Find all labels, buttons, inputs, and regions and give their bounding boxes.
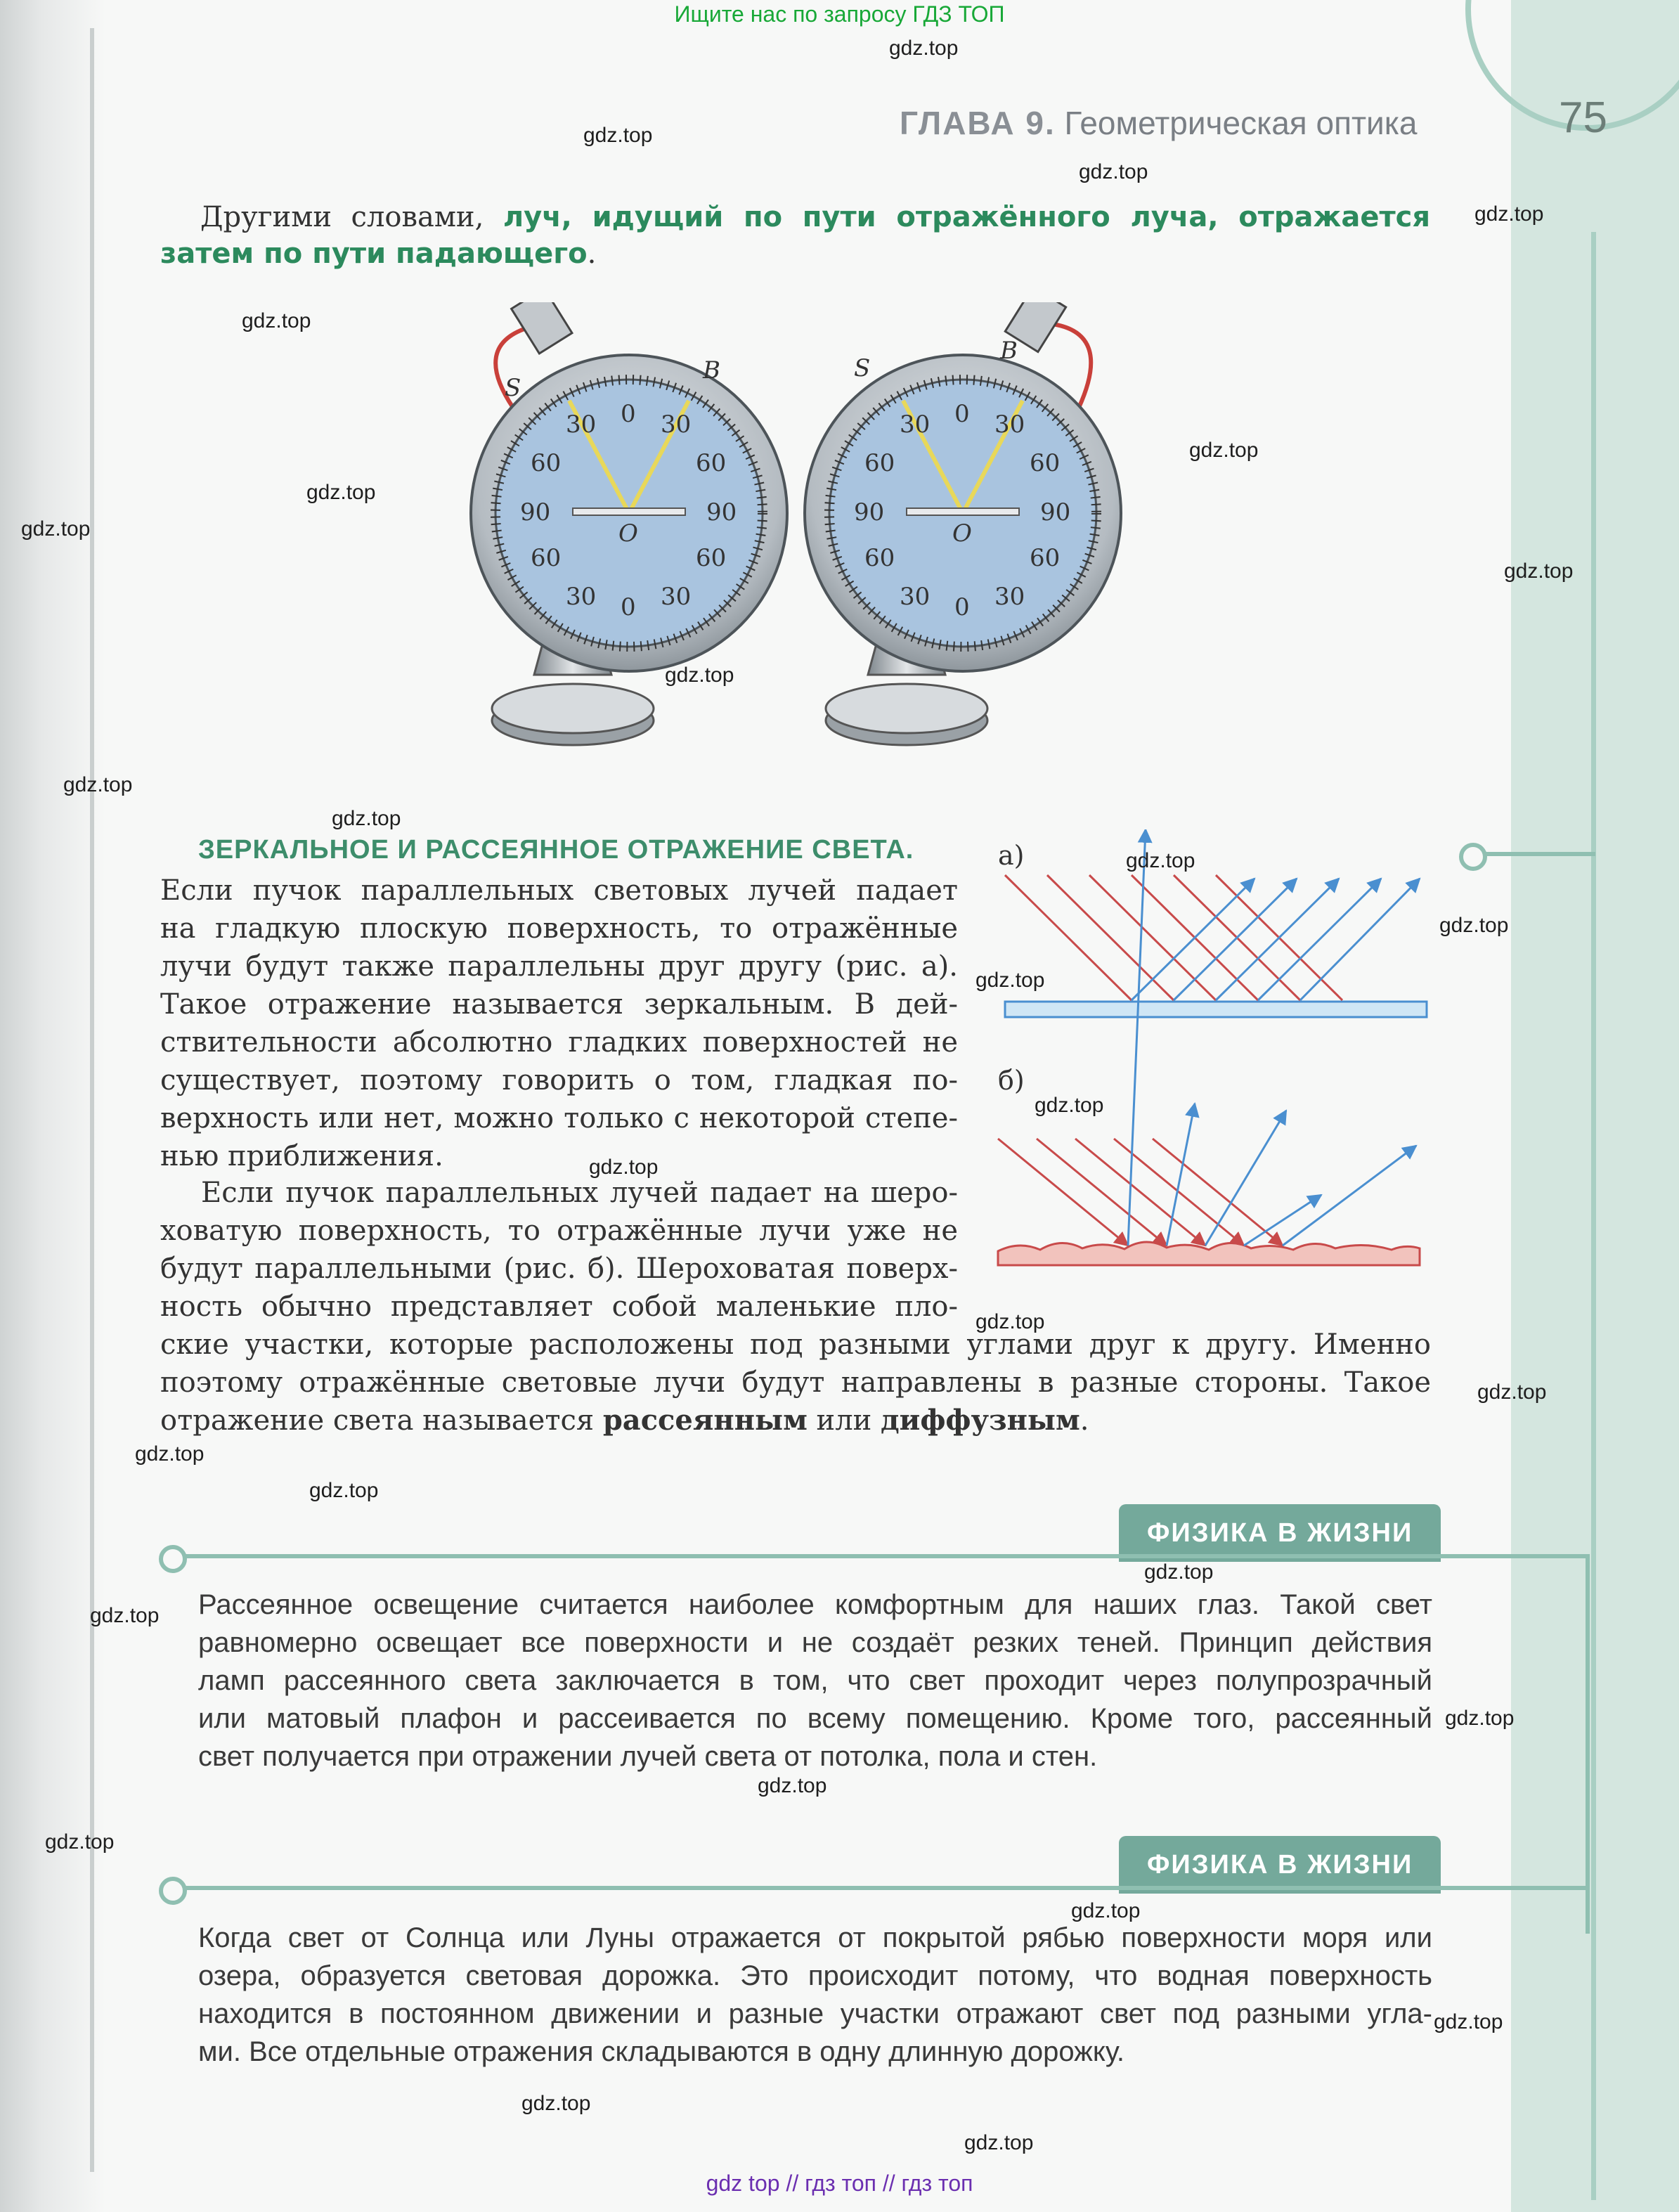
figure-b-diffuse <box>998 829 1420 1265</box>
box1-right-line <box>1586 1554 1590 1934</box>
reflection-figures <box>984 829 1448 1293</box>
intro-end: . <box>587 238 597 270</box>
right-scale-30c: 30 <box>900 583 931 611</box>
watermark: gdz.top <box>135 1442 205 1466</box>
top-banner[interactable]: Ищите нас по запросу ГДЗ ТОП <box>674 1 1005 27</box>
watermark: gdz.top <box>1126 849 1195 872</box>
para1-line: на гладкую плоскую поверхность, то отражённые <box>160 912 958 945</box>
watermark: gdz.top <box>1035 1094 1104 1117</box>
right-scale-bottom-0: 0 <box>954 593 970 621</box>
incident-ray <box>1089 875 1216 1000</box>
right-scale-60c: 60 <box>864 544 895 572</box>
page-number: 75 <box>1559 93 1607 142</box>
term-diffuse: диффузным <box>880 1404 1080 1437</box>
paragraph-diffuse-reflection <box>160 1174 958 1326</box>
watermark: gdz.top <box>90 1604 160 1627</box>
watermark: gdz.top <box>1071 1899 1141 1922</box>
watermark: gdz.top <box>665 664 734 687</box>
left-optical-disk <box>471 302 787 745</box>
intro-highlight-1: луч, идущий по пути отражённого луча, отражается <box>503 201 1431 233</box>
right-scale-60a: 60 <box>864 449 895 477</box>
para2-line: Если пучок параллельных лучей падает на шеро- <box>201 1177 958 1209</box>
watermark: gdz.top <box>1504 560 1574 583</box>
watermark: gdz.top <box>309 1479 379 1502</box>
section-heading: ЗЕРКАЛЬНОЕ И РАССЕЯННОЕ ОТРАЖЕНИЕ СВЕТА. <box>198 835 914 865</box>
left-scale-30a: 30 <box>566 410 597 439</box>
left-mirror <box>573 508 685 515</box>
physics-in-life-tab-1: ФИЗИКА В ЖИЗНИ <box>1119 1504 1441 1562</box>
box2-line: озера, образуется световая дорожка. Это происходит потому, что водная поверхность <box>198 1960 1432 1991</box>
watermark: gdz.top <box>1445 1707 1515 1730</box>
left-scale-bottom-0: 0 <box>621 593 636 621</box>
figure-a-mirror <box>1005 875 1427 1017</box>
watermark: gdz.top <box>1477 1380 1547 1404</box>
left-scale-60b: 60 <box>696 449 727 477</box>
incident-ray <box>998 1139 1128 1246</box>
right-scale-30b: 30 <box>994 410 1025 439</box>
right-scale-30a: 30 <box>900 410 931 439</box>
watermark: gdz.top <box>758 1774 827 1797</box>
right-optical-disk <box>805 302 1121 745</box>
watermark: gdz.top <box>63 773 133 796</box>
left-scale-60c: 60 <box>531 544 562 572</box>
fig-b-label: б) <box>998 1065 1025 1096</box>
box1-line: ламп рассеянного света заключается в том, что свет проходит через полупрозрачный <box>198 1665 1432 1696</box>
watermark: gdz.top <box>1189 439 1259 462</box>
para1-line: нью приближения. <box>160 1140 443 1172</box>
box2-line: ми. Все отдельные отражения складываются в одну длинную дорожку. <box>198 2036 1124 2067</box>
watermark: gdz.top <box>964 2131 1034 2154</box>
paragraph-diffuse-wide <box>160 1326 1431 1440</box>
watermark: gdz.top <box>306 481 376 504</box>
watermark: gdz.top <box>589 1156 659 1179</box>
right-label-s: S <box>854 354 871 382</box>
right-scale-top-0: 0 <box>954 400 970 428</box>
left-base-top <box>492 684 654 733</box>
right-label-o: O <box>952 519 972 548</box>
para1-line: Такое отражение называется зеркальным. В дей- <box>160 988 958 1021</box>
box1-line: Рассеянное освещение считается наиболее комфортным для наших глаз. Такой свет <box>198 1589 1432 1620</box>
chapter-title: Геометрическая оптика <box>1064 105 1418 141</box>
para2-line: будут параллельными (рис. б). Шероховатая поверх- <box>160 1253 958 1285</box>
fig-a-label: а) <box>998 840 1025 871</box>
para2-wide-line: ские участки, которые расположены под разными углами друг к другу. Именно <box>160 1328 1431 1361</box>
box1-line: равномерно освещает все поверхности и не создаёт резких теней. Принцип действия <box>198 1627 1432 1658</box>
right-scale-30d: 30 <box>994 583 1025 611</box>
left-scale-30c: 30 <box>566 583 597 611</box>
section-ring <box>1459 843 1487 871</box>
box2-ring <box>159 1877 187 1905</box>
intro-line-2 <box>160 235 596 273</box>
para1-line: ствительности абсолютно гладких поверхностей не <box>160 1026 958 1059</box>
right-scale-60b: 60 <box>1030 449 1061 477</box>
box2-text <box>198 1919 1432 2071</box>
box2-line: находится в постоянном движении и разные участки отражают свет под разными угла- <box>198 1998 1432 2029</box>
incident-ray <box>1047 875 1174 1000</box>
left-scale-30b: 30 <box>661 410 692 439</box>
chapter-label: ГЛАВА 9. <box>900 105 1056 141</box>
left-scale-90a: 90 <box>520 498 551 526</box>
left-label-s: S <box>505 374 521 402</box>
watermark: gdz.top <box>1434 2010 1503 2033</box>
intro-lead: Другими словами, <box>200 201 484 233</box>
paragraph-mirror-reflection <box>160 872 958 1175</box>
incident-ray <box>1114 1139 1244 1246</box>
incident-ray <box>1153 1139 1283 1246</box>
watermark: gdz.top <box>45 1830 115 1854</box>
right-scale-90b: 90 <box>1040 498 1071 526</box>
watermark: gdz.top <box>242 309 311 332</box>
box2-line: Когда свет от Солнца или Луны отражается от покрытой рябью поверхности моря или <box>198 1922 1432 1953</box>
box1-ring <box>159 1545 187 1573</box>
term-scattered: рассеянным <box>602 1404 808 1437</box>
para1-line: существует, поэтому говорить о том, гладкая по- <box>160 1064 958 1097</box>
chapter-header <box>900 104 1417 142</box>
left-scale-60d: 60 <box>696 544 727 572</box>
para2-last-line: отражение света называется рассеянным или диффузным. <box>160 1404 1089 1437</box>
right-mirror <box>907 508 1019 515</box>
right-label-b: B <box>1000 337 1018 365</box>
watermark: gdz.top <box>583 124 653 147</box>
scattered-ray <box>1128 829 1146 1246</box>
watermark: gdz.top <box>1079 160 1148 183</box>
incident-ray <box>1037 1139 1167 1246</box>
watermark: gdz.top <box>21 517 91 541</box>
watermark: gdz.top <box>975 969 1045 992</box>
scattered-ray <box>1283 1146 1416 1246</box>
left-scale-60a: 60 <box>531 449 562 477</box>
left-scale-30d: 30 <box>661 583 692 611</box>
box1-top-line <box>183 1554 1588 1558</box>
smooth-surface <box>1005 1002 1427 1017</box>
bottom-banner[interactable]: gdz top // гдз топ // гдз топ <box>706 2171 973 2196</box>
watermark: gdz.top <box>975 1310 1045 1333</box>
para2-line: ховатую поверхность, то отражённые лучи уже не <box>160 1215 958 1247</box>
intro-highlight-2: затем по пути падающего <box>160 238 588 270</box>
para2-wide-line: поэтому отражённые световые лучи будут направлены в разные стороны. Такое <box>160 1366 1431 1399</box>
section-connector <box>1483 852 1595 856</box>
left-lamp <box>512 302 572 354</box>
para1-line: верхность или нет, можно только с некоторой степе- <box>160 1102 958 1134</box>
intro-paragraph <box>200 198 1430 236</box>
left-label-o: O <box>618 519 638 548</box>
box1-line: или матовый плафон и рассеивается по всему помещению. Кроме того, рассеянный <box>198 1703 1432 1734</box>
box1-line: свет получается при отражении лучей света от потолка, пола и стен. <box>198 1741 1098 1772</box>
physics-in-life-tab-2: ФИЗИКА В ЖИЗНИ <box>1119 1836 1441 1894</box>
watermark: gdz.top <box>332 807 401 830</box>
watermark: gdz.top <box>1474 202 1544 226</box>
watermark: gdz.top <box>521 2092 591 2115</box>
watermark: gdz.top <box>889 37 959 60</box>
watermark: gdz.top <box>1144 1560 1214 1584</box>
para2-line: ность обычно представляет собой маленькие пло- <box>160 1291 958 1323</box>
left-label-b: B <box>703 356 720 384</box>
para1-line: Если пучок параллельных световых лучей падает <box>160 874 958 907</box>
margin-vertical-line <box>1591 232 1596 2200</box>
watermark: gdz.top <box>1439 914 1509 937</box>
para1-line: лучи будут также параллельны друг другу (рис. а). <box>160 950 958 983</box>
right-scale-60d: 60 <box>1030 544 1061 572</box>
left-scale-90b: 90 <box>706 498 737 526</box>
box2-top-line <box>183 1886 1588 1890</box>
optical-disk-figures <box>457 302 1511 766</box>
scattered-ray <box>1244 1195 1321 1246</box>
box1-text <box>198 1586 1432 1776</box>
rough-surface <box>998 1242 1420 1265</box>
right-scale-90a: 90 <box>854 498 885 526</box>
incident-ray <box>1075 1139 1205 1246</box>
right-base-top <box>826 684 987 733</box>
left-scale-top-0: 0 <box>621 400 636 428</box>
